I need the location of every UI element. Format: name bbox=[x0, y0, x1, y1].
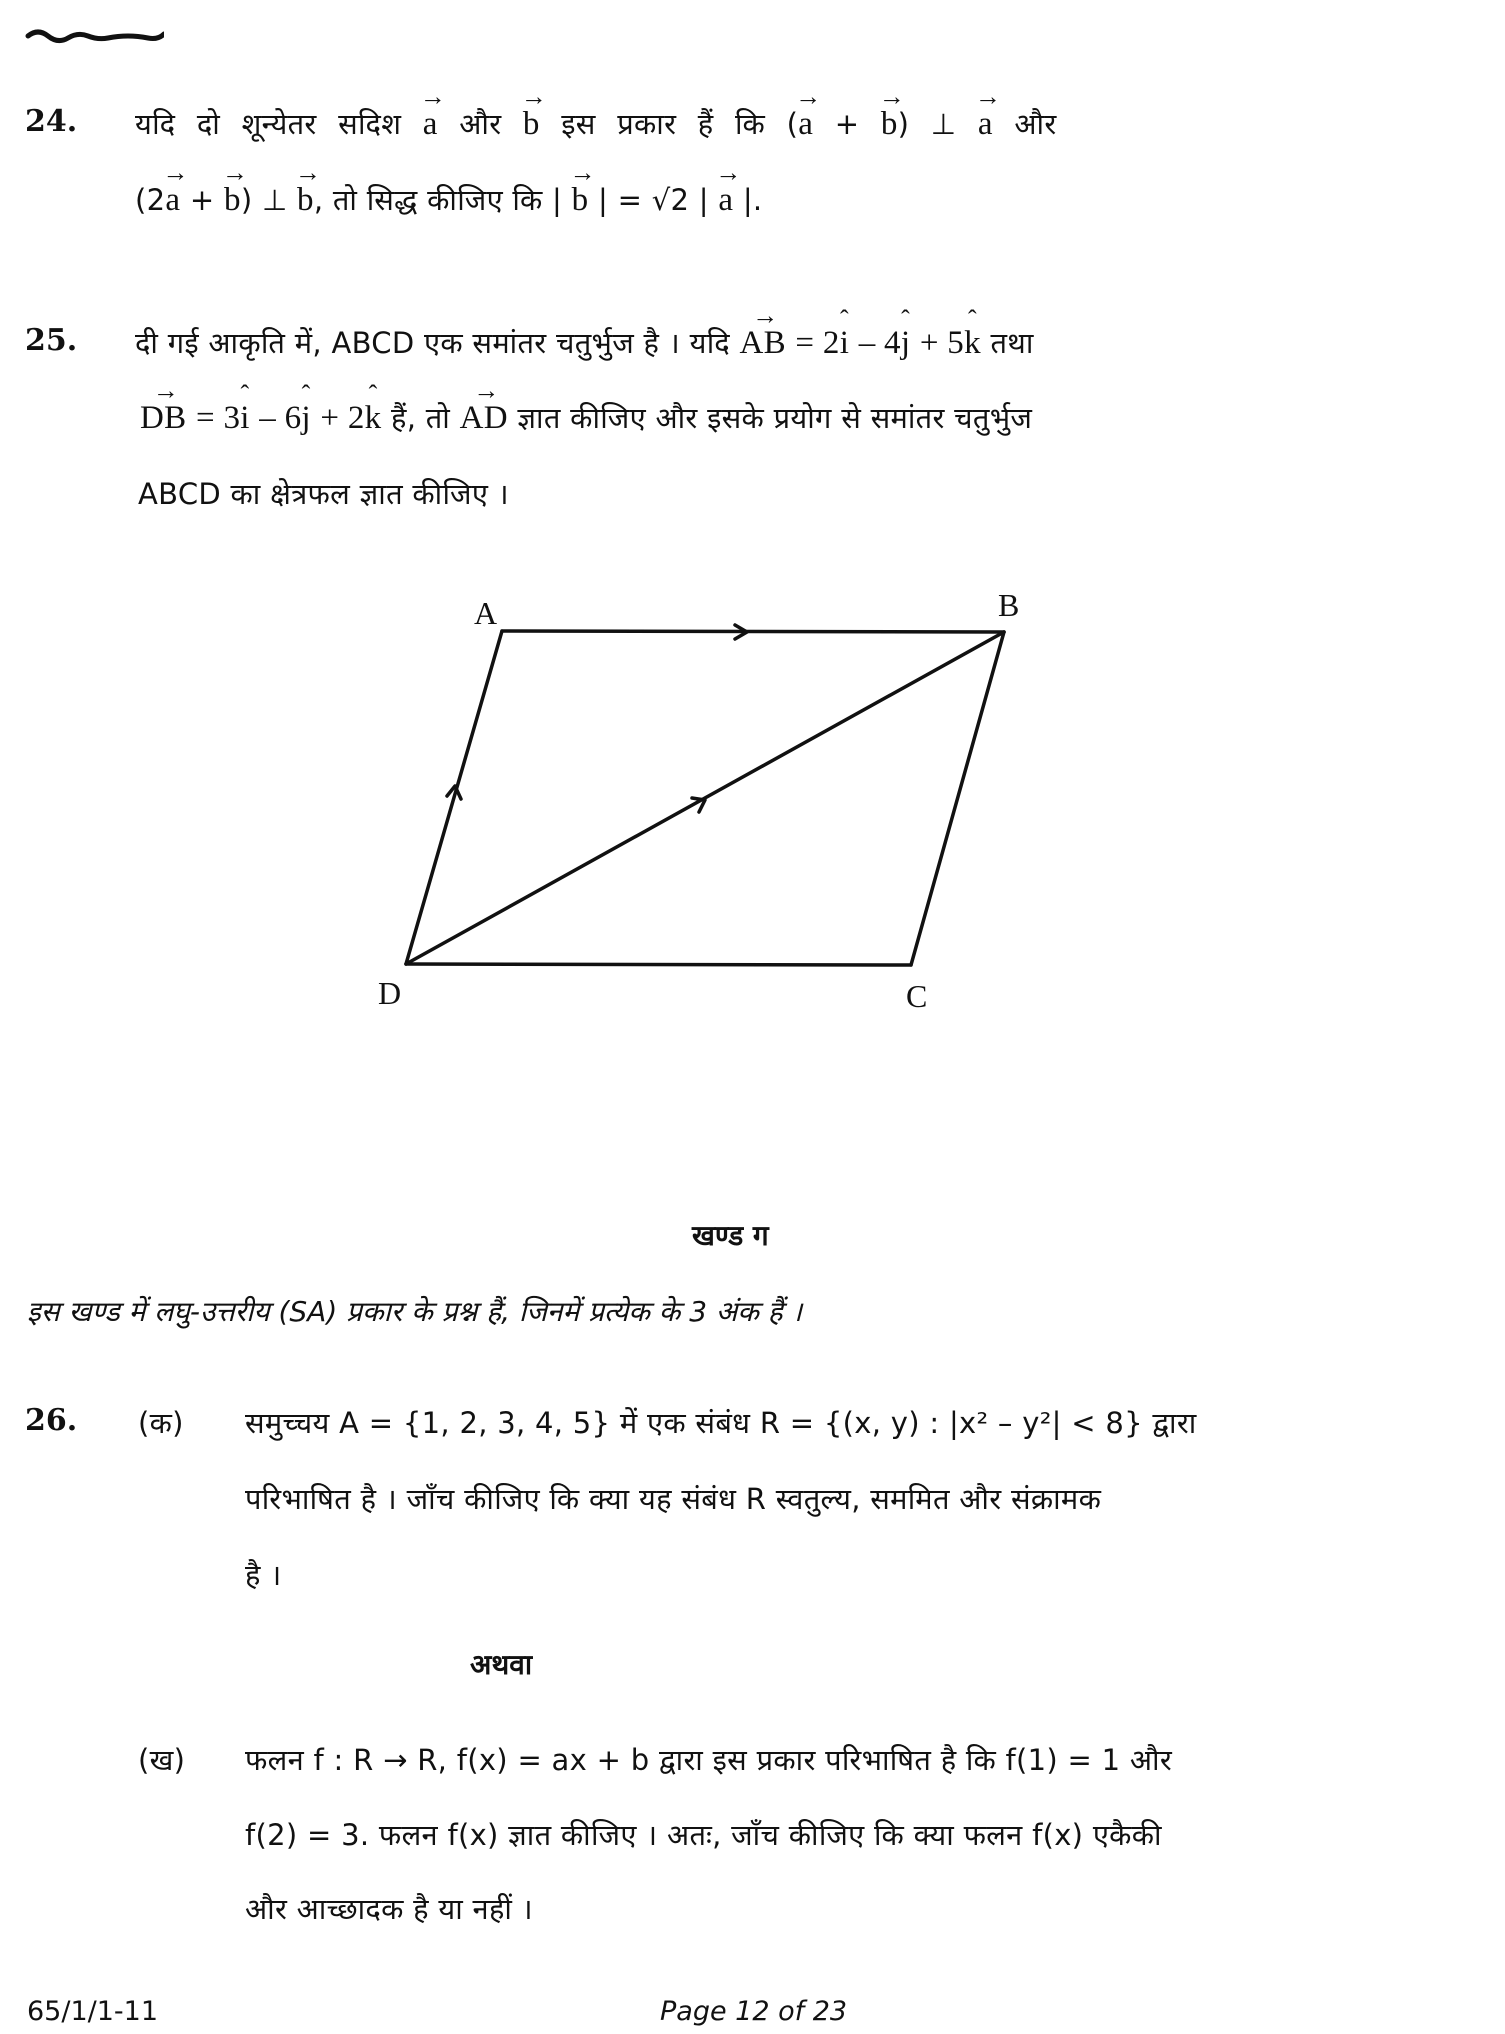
vector-a: → a bbox=[798, 106, 813, 143]
vertex-label-c: C bbox=[906, 978, 928, 1014]
vector-a: → a bbox=[718, 182, 733, 219]
question-26b-line-3: और आच्छादक है या नहीं । bbox=[245, 1892, 533, 1926]
vertex-label-b: B bbox=[998, 587, 1020, 623]
vector-b: → b bbox=[523, 106, 540, 143]
page-number: Page 12 of 23 bbox=[660, 1996, 848, 2027]
vector-ab: → AB bbox=[739, 325, 785, 362]
vertex-label-d: D bbox=[378, 975, 402, 1011]
question-24-line-2: (2→ a + → b) ⊥ → b, तो सिद्ध कीजिए कि | → b | = √2 | → a |. bbox=[135, 180, 762, 219]
section-title: खण्ड ग bbox=[692, 1219, 769, 1252]
question-26b-line-1: फलन f : R → R, f(x) = ax + b द्वारा इस प्रकार परिभाषित है कि f(1) = 1 और bbox=[245, 1743, 1173, 1777]
unit-vector-k: ˆ k bbox=[964, 325, 981, 362]
side-cd bbox=[406, 964, 911, 965]
vector-a: → a bbox=[165, 182, 180, 219]
unit-vector-k: ˆ k bbox=[365, 400, 382, 437]
unit-vector-i: ˆ i bbox=[240, 400, 249, 437]
vector-ad: → AD bbox=[460, 400, 508, 437]
question-number: 24. bbox=[25, 104, 78, 139]
section-note: इस खण्ड में लघु-उत्तरीय (SA) प्रकार के प्रश्न हैं, जिनमें प्रत्येक के 3 अंक हैं । bbox=[27, 1295, 803, 1328]
question-number: 25. bbox=[25, 323, 78, 358]
question-26a-line-1: समुच्चय A = {1, 2, 3, 4, 5} में एक संबंध R = {(x, y) : |x² – y²| < 8} द्वारा bbox=[245, 1406, 1197, 1440]
unit-vector-j: ˆ j bbox=[301, 400, 310, 437]
vector-b: → b bbox=[572, 182, 589, 219]
paper-code: 65/1/1-11 bbox=[27, 1996, 159, 2027]
question-25-line-3: ABCD का क्षेत्रफल ज्ञात कीजिए । bbox=[138, 477, 509, 511]
vector-b: → b bbox=[224, 182, 241, 219]
part-label-a: (क) bbox=[138, 1406, 184, 1440]
question-26a-line-3: है । bbox=[245, 1558, 282, 1592]
unit-vector-j: ˆ j bbox=[901, 325, 910, 362]
question-number: 26. bbox=[25, 1403, 78, 1438]
diagonal-db bbox=[406, 632, 1004, 964]
question-26a-line-2: परिभाषित है । जाँच कीजिए कि क्या यह संबंध R स्वतुल्य, सममित और संक्रामक bbox=[245, 1482, 1102, 1516]
question-26b-line-2: f(2) = 3. फलन f(x) ज्ञात कीजिए । अतः, जाँच कीजिए कि क्या फलन f(x) एकैकी bbox=[245, 1818, 1162, 1852]
vector-a: → a bbox=[423, 106, 438, 143]
question-25-line-1: दी गई आकृति में, ABCD एक समांतर चतुर्भुज है । यदि → AB = 2ˆ i – 4ˆ j + 5ˆ k तथा bbox=[135, 323, 1034, 362]
vector-a: → a bbox=[978, 106, 993, 143]
question-25-line-2: → DB = 3ˆ i – 6ˆ j + 2ˆ k हैं, तो → AD ज्ञात कीजिए और इसके प्रयोग से समांतर चतुर्भुज bbox=[140, 398, 1032, 437]
vector-b: → b bbox=[881, 106, 898, 143]
vector-b: → b bbox=[297, 182, 314, 219]
side-da bbox=[406, 631, 502, 964]
or-separator: अथवा bbox=[470, 1648, 533, 1681]
unit-vector-i: ˆ i bbox=[840, 325, 849, 362]
vector-db: → DB bbox=[140, 400, 186, 437]
question-24-line-1: यदि दो शून्येतर सदिश → a और → b इस प्रकार हैं कि (→ a + → b) ⊥ → a और bbox=[135, 104, 1057, 143]
vertex-label-a: A bbox=[474, 595, 498, 631]
side-bc bbox=[911, 632, 1004, 965]
side-ab bbox=[502, 631, 1004, 632]
part-label-b: (ख) bbox=[138, 1743, 186, 1777]
